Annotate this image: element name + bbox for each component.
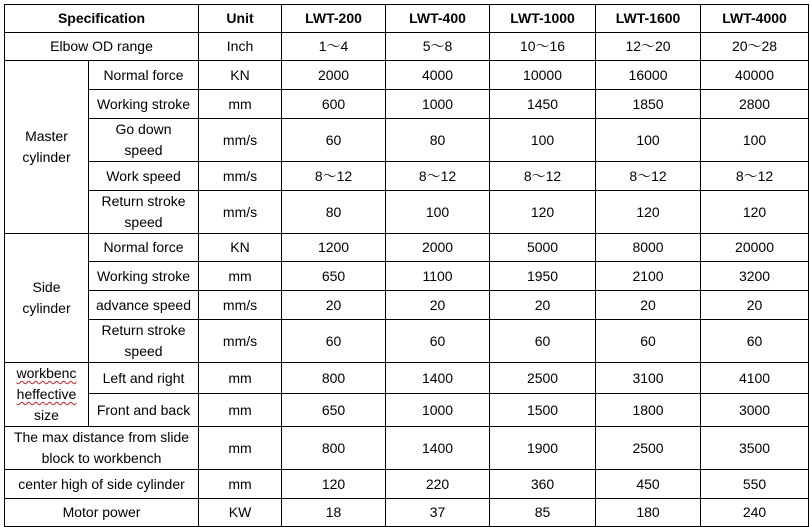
unit-cell: mm xyxy=(199,427,282,470)
value-cell: 37 xyxy=(386,499,490,527)
value-cell: 1800 xyxy=(596,394,701,427)
value-cell: 220 xyxy=(386,470,490,499)
value-cell: 3500 xyxy=(701,427,809,470)
value-cell: 16000 xyxy=(596,61,701,90)
row-label: Motor power xyxy=(5,499,199,527)
table-row xyxy=(5,119,809,162)
header-model: LWT-200 xyxy=(282,5,386,33)
table-row xyxy=(5,320,809,363)
specification-table xyxy=(4,4,809,527)
value-cell: 60 xyxy=(596,320,701,363)
value-cell: 600 xyxy=(282,90,386,119)
value-cell: 100 xyxy=(386,191,490,234)
group-label-side-cylinder: Side cylinder xyxy=(5,234,89,363)
unit-cell: mm/s xyxy=(199,119,282,162)
value-cell: 85 xyxy=(490,499,596,527)
table-row xyxy=(5,262,809,291)
table-row xyxy=(5,470,809,499)
value-cell: 450 xyxy=(596,470,701,499)
value-cell: 8～12 xyxy=(386,162,490,191)
value-cell: 1850 xyxy=(596,90,701,119)
value-cell: 1200 xyxy=(282,234,386,262)
row-label: center high of side cylinder xyxy=(5,470,199,499)
value-cell: 120 xyxy=(282,470,386,499)
unit-cell: KW xyxy=(199,499,282,527)
row-label: Working stroke xyxy=(89,90,199,119)
unit-cell: mm xyxy=(199,470,282,499)
table-row xyxy=(5,363,809,394)
value-cell: 80 xyxy=(282,191,386,234)
value-cell: 8000 xyxy=(596,234,701,262)
value-cell: 3000 xyxy=(701,394,809,427)
unit-cell: mm xyxy=(199,90,282,119)
table-row xyxy=(5,394,809,427)
unit-cell: KN xyxy=(199,61,282,90)
value-cell: 60 xyxy=(282,320,386,363)
table-row xyxy=(5,90,809,119)
unit-cell: mm/s xyxy=(199,320,282,363)
value-cell: 20 xyxy=(282,291,386,320)
unit-cell: Inch xyxy=(199,33,282,61)
header-specification: Specification xyxy=(5,5,199,33)
value-cell: 8～12 xyxy=(282,162,386,191)
value-cell: 20 xyxy=(701,291,809,320)
value-cell: 20 xyxy=(386,291,490,320)
value-cell: 4000 xyxy=(386,61,490,90)
row-label: The max distance from slide block to workbench xyxy=(5,427,199,470)
value-cell: 120 xyxy=(596,191,701,234)
table-row xyxy=(5,191,809,234)
value-cell: 360 xyxy=(490,470,596,499)
value-cell: 10～16 xyxy=(490,33,596,61)
value-cell: 60 xyxy=(490,320,596,363)
header-model: LWT-1000 xyxy=(490,5,596,33)
value-cell: 650 xyxy=(282,394,386,427)
value-cell: 8～12 xyxy=(490,162,596,191)
unit-cell: mm xyxy=(199,394,282,427)
unit-cell: mm xyxy=(199,363,282,394)
row-label: Work speed xyxy=(89,162,199,191)
unit-cell: KN xyxy=(199,234,282,262)
row-label: Left and right xyxy=(89,363,199,394)
value-cell: 550 xyxy=(701,470,809,499)
value-cell: 20～28 xyxy=(701,33,809,61)
value-cell: 60 xyxy=(386,320,490,363)
value-cell: 2000 xyxy=(282,61,386,90)
value-cell: 1000 xyxy=(386,90,490,119)
unit-cell: mm/s xyxy=(199,162,282,191)
value-cell: 8～12 xyxy=(701,162,809,191)
unit-cell: mm xyxy=(199,262,282,291)
value-cell: 3100 xyxy=(596,363,701,394)
value-cell: 120 xyxy=(701,191,809,234)
value-cell: 240 xyxy=(701,499,809,527)
header-model: LWT-4000 xyxy=(701,5,809,33)
value-cell: 180 xyxy=(596,499,701,527)
table-row xyxy=(5,427,809,470)
value-cell: 10000 xyxy=(490,61,596,90)
group-label-master-cylinder: Master cylinder xyxy=(5,61,89,234)
value-cell: 2800 xyxy=(701,90,809,119)
value-cell: 5000 xyxy=(490,234,596,262)
row-label: Return stroke speed xyxy=(89,191,199,234)
value-cell: 1400 xyxy=(386,363,490,394)
value-cell: 100 xyxy=(596,119,701,162)
value-cell: 2500 xyxy=(596,427,701,470)
value-cell: 60 xyxy=(701,320,809,363)
value-cell: 4100 xyxy=(701,363,809,394)
row-label: Normal force xyxy=(89,234,199,262)
value-cell: 1450 xyxy=(490,90,596,119)
value-cell: 18 xyxy=(282,499,386,527)
row-label: Go down speed xyxy=(89,119,199,162)
value-cell: 20 xyxy=(596,291,701,320)
value-cell: 1100 xyxy=(386,262,490,291)
table-row xyxy=(5,61,809,90)
header-model: LWT-1600 xyxy=(596,5,701,33)
table-row xyxy=(5,291,809,320)
value-cell: 20 xyxy=(490,291,596,320)
value-cell: 1500 xyxy=(490,394,596,427)
value-cell: 2000 xyxy=(386,234,490,262)
row-label: advance speed xyxy=(89,291,199,320)
value-cell: 8～12 xyxy=(596,162,701,191)
table-row xyxy=(5,162,809,191)
value-cell: 1400 xyxy=(386,427,490,470)
value-cell: 1950 xyxy=(490,262,596,291)
header-unit: Unit xyxy=(199,5,282,33)
unit-cell: mm/s xyxy=(199,291,282,320)
row-label: Normal force xyxy=(89,61,199,90)
header-model: LWT-400 xyxy=(386,5,490,33)
table-row xyxy=(5,499,809,527)
group-label-workbench-size: workbenc heffective size xyxy=(5,363,89,427)
row-label: Working stroke xyxy=(89,262,199,291)
value-cell: 1000 xyxy=(386,394,490,427)
value-cell: 100 xyxy=(701,119,809,162)
value-cell: 800 xyxy=(282,363,386,394)
value-cell: 120 xyxy=(490,191,596,234)
value-cell: 1～4 xyxy=(282,33,386,61)
value-cell: 2100 xyxy=(596,262,701,291)
value-cell: 5～8 xyxy=(386,33,490,61)
row-label: Front and back xyxy=(89,394,199,427)
value-cell: 1900 xyxy=(490,427,596,470)
value-cell: 650 xyxy=(282,262,386,291)
table-row xyxy=(5,234,809,262)
value-cell: 2500 xyxy=(490,363,596,394)
row-label: Elbow OD range xyxy=(5,33,199,61)
value-cell: 80 xyxy=(386,119,490,162)
value-cell: 12～20 xyxy=(596,33,701,61)
table-row xyxy=(5,33,809,61)
value-cell: 60 xyxy=(282,119,386,162)
value-cell: 100 xyxy=(490,119,596,162)
value-cell: 3200 xyxy=(701,262,809,291)
value-cell: 40000 xyxy=(701,61,809,90)
value-cell: 20000 xyxy=(701,234,809,262)
value-cell: 800 xyxy=(282,427,386,470)
row-label: Return stroke speed xyxy=(89,320,199,363)
header-row xyxy=(5,5,809,33)
unit-cell: mm/s xyxy=(199,191,282,234)
